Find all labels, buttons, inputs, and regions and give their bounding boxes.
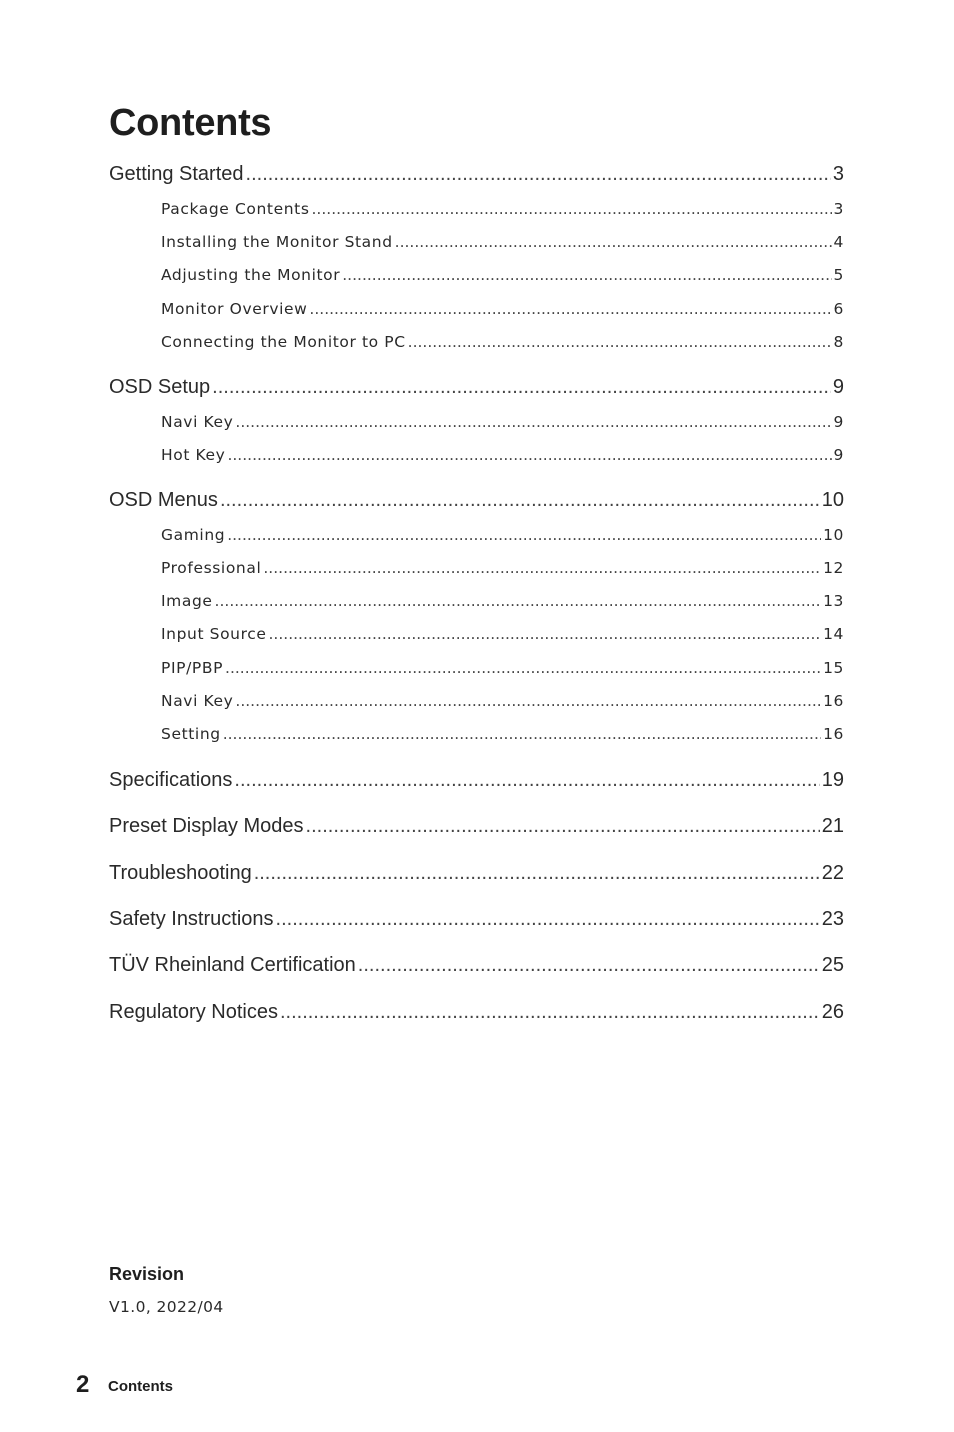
dot-leader bbox=[269, 623, 822, 645]
dot-leader bbox=[223, 723, 821, 745]
toc-entry-osd-setup[interactable] bbox=[109, 374, 844, 400]
toc-entry-page: 9 bbox=[833, 446, 844, 464]
toc-entry-page: 16 bbox=[823, 725, 844, 743]
toc-entry-page: 10 bbox=[821, 489, 844, 511]
dot-leader bbox=[227, 444, 831, 466]
toc-entry-label: Adjusting the Monitor bbox=[161, 266, 341, 284]
toc-entry-label: Image bbox=[161, 592, 213, 610]
toc-entry-gaming[interactable] bbox=[161, 524, 844, 546]
dot-leader bbox=[312, 198, 832, 220]
toc-entry-page: 13 bbox=[823, 592, 844, 610]
footer-section-title: Contents bbox=[108, 1378, 173, 1395]
toc-entry-page: 15 bbox=[823, 659, 844, 677]
toc-entry-label: Installing the Monitor Stand bbox=[161, 233, 393, 251]
toc-entry-installing-stand[interactable] bbox=[161, 231, 844, 253]
dot-leader bbox=[225, 657, 821, 679]
revision-value: V1.0, 2022/04 bbox=[109, 1298, 224, 1316]
dot-leader bbox=[358, 952, 820, 978]
toc-entry-hot-key[interactable] bbox=[161, 444, 844, 466]
dot-leader bbox=[235, 690, 821, 712]
toc-entry-label: PIP/PBP bbox=[161, 659, 224, 677]
toc-entry-label: OSD Menus bbox=[109, 489, 218, 511]
dot-leader bbox=[234, 767, 819, 793]
dot-leader bbox=[227, 524, 821, 546]
toc-entry-label: Monitor Overview bbox=[161, 300, 308, 318]
toc-entry-label: Specifications bbox=[109, 769, 233, 791]
dot-leader bbox=[254, 860, 820, 886]
toc-entry-label: Getting Started bbox=[109, 163, 244, 185]
toc-entry-page: 10 bbox=[823, 526, 844, 544]
dot-leader bbox=[280, 999, 820, 1025]
toc-entry-connecting-monitor[interactable] bbox=[161, 331, 844, 353]
toc-entry-safety-instructions[interactable] bbox=[109, 906, 844, 932]
toc-entry-professional[interactable] bbox=[161, 557, 844, 579]
table-of-contents bbox=[109, 0, 844, 1100]
toc-entry-label: Gaming bbox=[161, 526, 226, 544]
toc-entry-preset-display-modes[interactable] bbox=[109, 813, 844, 839]
dot-leader bbox=[246, 161, 831, 187]
toc-entry-package-contents[interactable] bbox=[161, 198, 844, 220]
dot-leader bbox=[408, 331, 832, 353]
toc-entry-page: 23 bbox=[821, 908, 844, 930]
toc-entry-setting[interactable] bbox=[161, 723, 844, 745]
page-title: Contents bbox=[109, 102, 272, 144]
toc-entry-label: TÜV Rheinland Certification bbox=[109, 954, 356, 976]
toc-entry-osd-menus[interactable] bbox=[109, 487, 844, 513]
toc-entry-page: 19 bbox=[821, 769, 844, 791]
toc-entry-label: Input Source bbox=[161, 625, 267, 643]
toc-entry-page: 9 bbox=[833, 413, 844, 431]
toc-entry-page: 3 bbox=[832, 163, 844, 185]
toc-entry-navi-key-menu[interactable] bbox=[161, 690, 844, 712]
toc-entry-label: Setting bbox=[161, 725, 221, 743]
toc-entry-page: 21 bbox=[821, 815, 844, 837]
toc-entry-page: 26 bbox=[821, 1001, 844, 1023]
toc-entry-pip-pbp[interactable] bbox=[161, 657, 844, 679]
toc-entry-specifications[interactable] bbox=[109, 767, 844, 793]
toc-entry-label: OSD Setup bbox=[109, 376, 211, 398]
toc-entry-label: Connecting the Monitor to PC bbox=[161, 333, 406, 351]
toc-entry-page: 8 bbox=[833, 333, 844, 351]
toc-entry-regulatory-notices[interactable] bbox=[109, 999, 844, 1025]
toc-entry-image[interactable] bbox=[161, 590, 844, 612]
toc-entry-page: 3 bbox=[833, 200, 844, 218]
dot-leader bbox=[212, 374, 831, 400]
toc-entry-label: Package Contents bbox=[161, 200, 310, 218]
toc-entry-page: 22 bbox=[821, 862, 844, 884]
toc-entry-troubleshooting[interactable] bbox=[109, 860, 844, 886]
toc-entry-getting-started[interactable] bbox=[109, 161, 844, 187]
toc-entry-page: 6 bbox=[833, 300, 844, 318]
toc-entry-page: 9 bbox=[832, 376, 844, 398]
toc-entry-label: Troubleshooting bbox=[109, 862, 252, 884]
dot-leader bbox=[342, 264, 831, 286]
footer-page-number: 2 bbox=[76, 1371, 90, 1398]
toc-entry-page: 4 bbox=[833, 233, 844, 251]
dot-leader bbox=[276, 906, 820, 932]
dot-leader bbox=[309, 298, 831, 320]
toc-entry-input-source[interactable] bbox=[161, 623, 844, 645]
toc-entry-monitor-overview[interactable] bbox=[161, 298, 844, 320]
toc-entry-page: 12 bbox=[823, 559, 844, 577]
toc-entry-label: Navi Key bbox=[161, 413, 234, 431]
toc-entry-adjusting-monitor[interactable] bbox=[161, 264, 844, 286]
toc-entry-page: 14 bbox=[823, 625, 844, 643]
toc-entry-label: Preset Display Modes bbox=[109, 815, 304, 837]
toc-entry-label: Hot Key bbox=[161, 446, 226, 464]
toc-entry-page: 16 bbox=[823, 692, 844, 710]
toc-entry-page: 5 bbox=[833, 266, 844, 284]
toc-entry-label: Safety Instructions bbox=[109, 908, 274, 930]
dot-leader bbox=[306, 813, 820, 839]
dot-leader bbox=[215, 590, 822, 612]
toc-entry-tuv-certification[interactable] bbox=[109, 952, 844, 978]
toc-entry-label: Regulatory Notices bbox=[109, 1001, 278, 1023]
dot-leader bbox=[235, 411, 831, 433]
dot-leader bbox=[263, 557, 821, 579]
dot-leader bbox=[395, 231, 832, 253]
toc-entry-label: Navi Key bbox=[161, 692, 234, 710]
revision-label: Revision bbox=[109, 1264, 185, 1284]
dot-leader bbox=[220, 487, 820, 513]
toc-entry-page: 25 bbox=[821, 954, 844, 976]
toc-entry-label: Professional bbox=[161, 559, 262, 577]
toc-entry-navi-key[interactable] bbox=[161, 411, 844, 433]
